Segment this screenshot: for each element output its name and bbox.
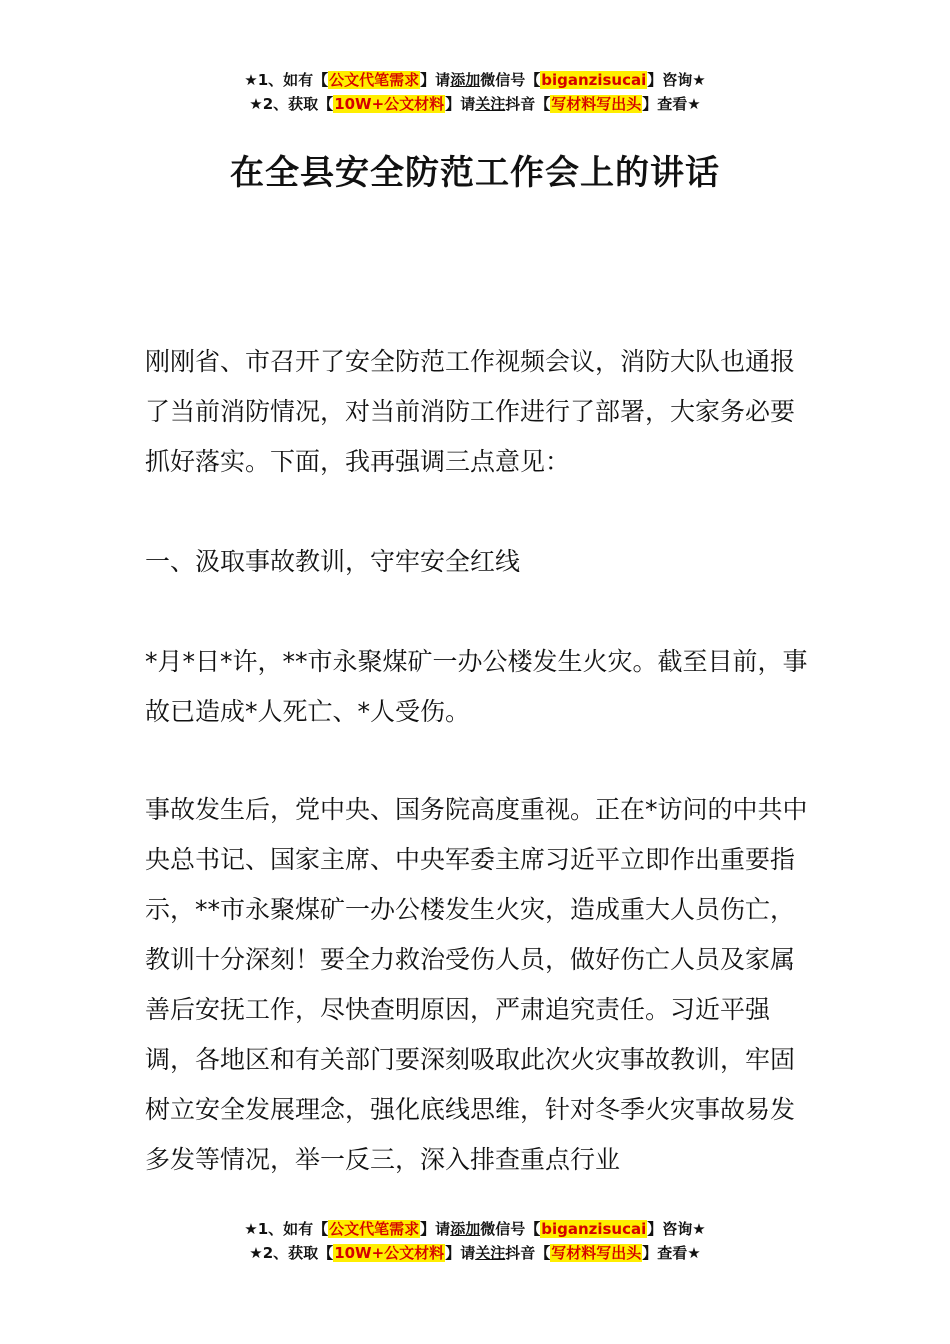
footer-line-1-highlight-wechat: biganzisucai bbox=[541, 1220, 647, 1238]
banner-line-2-highlight-materials: 10W+公文材料 bbox=[334, 95, 445, 113]
section-heading: 一、汲取事故教训，守牢安全红线 bbox=[145, 547, 521, 576]
footer-line-2-highlight-materials: 10W+公文材料 bbox=[334, 1244, 445, 1262]
footer-line-1-suffix: 】咨询★ bbox=[647, 1220, 706, 1238]
banner-line-2-mid-2: 抖音【 bbox=[505, 95, 551, 113]
banner-line-2-highlight-douyin: 写材料写出头 bbox=[551, 95, 642, 113]
banner-line-1-mid-2: 微信号【 bbox=[480, 71, 541, 89]
footer-banner bbox=[0, 1217, 950, 1265]
footer-line-1-emphasis: 添加 bbox=[450, 1220, 481, 1238]
banner-line-2-suffix: 】查看★ bbox=[642, 95, 701, 113]
footer-line-1-mid: 】请 bbox=[420, 1220, 451, 1238]
page-title: 在全县安全防范工作会上的讲话 bbox=[230, 153, 720, 193]
footer-line-2-suffix: 】查看★ bbox=[642, 1244, 701, 1262]
banner-line-2-mid: 】请 bbox=[445, 95, 476, 113]
response-paragraph: 事故发生后，党中央、国务院高度重视。正在*访问的中共中央总书记、国家主席、中央军委主席习近平立即作出重要指示，**市永聚煤矿一办公楼发生火灾，造成重大人员伤亡，教训十分深刻！要全力救治受伤人员，做好伤亡人员及家属善后安抚工作，尽快查明原因，严肃追究责任。习近平强调，各地区和有关部门要深刻吸取此次火灾事故教训，牢固树立安全发展理念，强化底线思维，针对冬季火灾事故易发多发等情况，举一反三，深入排查重点行业 bbox=[145, 795, 808, 1174]
footer-line-1-prefix: ★1、如有【 bbox=[244, 1220, 329, 1238]
footer-line-1-highlight-service: 公文代笔需求 bbox=[329, 1220, 420, 1238]
footer-line-2-mid-2: 抖音【 bbox=[505, 1244, 551, 1262]
footer-line-2-prefix: ★2、获取【 bbox=[249, 1244, 334, 1262]
banner-line-2 bbox=[0, 92, 950, 116]
footer-line-2-highlight-douyin: 写材料写出头 bbox=[551, 1244, 642, 1262]
header-banner bbox=[0, 68, 950, 116]
banner-line-2-prefix: ★2、获取【 bbox=[249, 95, 334, 113]
intro-paragraph: 刚刚省、市召开了安全防范工作视频会议，消防大队也通报了当前消防情况，对当前消防工作进行了部署，大家务必要抓好落实。下面，我再强调三点意见： bbox=[145, 347, 796, 476]
footer-line-1-mid-2: 微信号【 bbox=[480, 1220, 541, 1238]
banner-line-1-highlight-wechat: biganzisucai bbox=[541, 71, 647, 89]
banner-line-1-mid: 】请 bbox=[420, 71, 451, 89]
incident-paragraph: *月*日*许，**市永聚煤矿一办公楼发生火灾。截至目前，事故已造成*人死亡、*人受伤。 bbox=[145, 647, 808, 726]
footer-line-2-emphasis: 关注 bbox=[475, 1244, 506, 1262]
banner-line-1-suffix: 】咨询★ bbox=[647, 71, 706, 89]
footer-line-2 bbox=[0, 1241, 950, 1265]
footer-line-2-mid: 】请 bbox=[445, 1244, 476, 1262]
banner-line-1-emphasis: 添加 bbox=[450, 71, 481, 89]
banner-line-1-prefix: ★1、如有【 bbox=[244, 71, 329, 89]
banner-line-1-highlight-service: 公文代笔需求 bbox=[329, 71, 420, 89]
footer-line-1 bbox=[0, 1217, 950, 1241]
banner-line-1 bbox=[0, 68, 950, 92]
banner-line-2-emphasis: 关注 bbox=[475, 95, 506, 113]
